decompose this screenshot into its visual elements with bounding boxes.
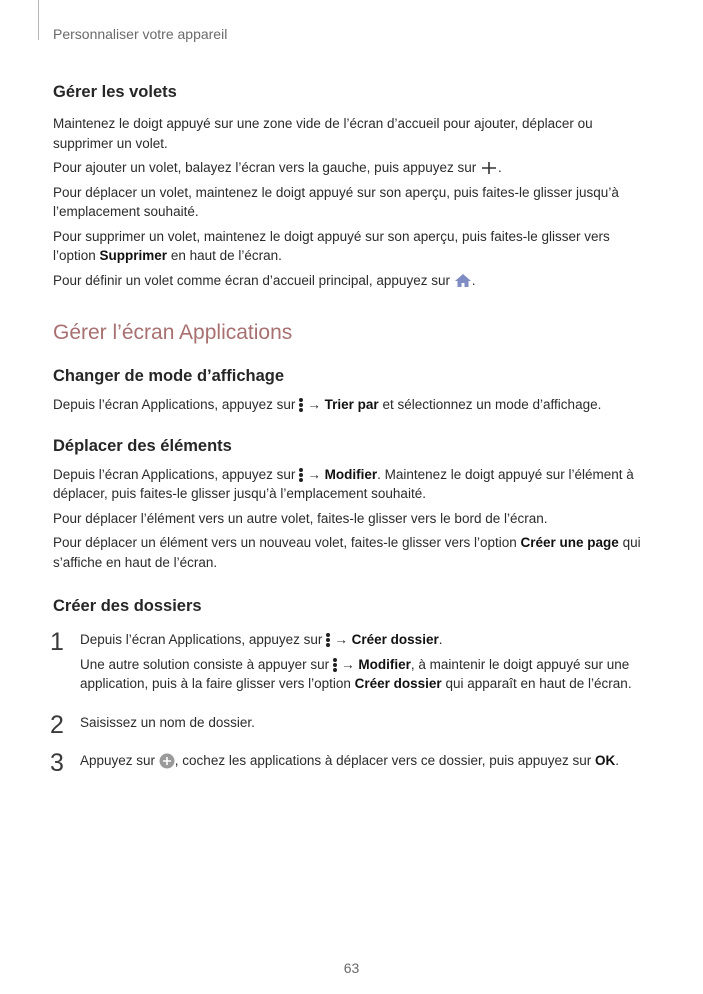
more-options-icon <box>325 632 331 648</box>
step-2 <box>50 710 653 739</box>
more-options-icon <box>332 657 338 673</box>
step-1 <box>50 628 653 694</box>
paragraph: Pour supprimer un volet, maintenez le doigt appuyé sur son aperçu, puis faites-le glisser vers l’option Supprimer en haut de l’écran. <box>53 228 610 263</box>
section-title-affichage: Changer de mode d’affichage <box>53 367 285 385</box>
step-number: 1 <box>50 628 64 656</box>
paragraph: Une autre solution consiste à appuyer sur → Modifier, à maintenir le doigt appuyé sur une application, puis à la faire glisser vers l’option Créer dossier qui apparaît en haut de l’écran. <box>80 656 632 691</box>
add-circle-icon <box>159 753 175 769</box>
home-icon <box>454 273 472 288</box>
section-title-volets: Gérer les volets <box>53 83 177 101</box>
step-number: 2 <box>50 710 64 739</box>
step-number: 3 <box>50 749 64 777</box>
page-number: 63 <box>343 960 360 976</box>
section-title-deplacer: Déplacer des éléments <box>53 436 232 455</box>
page-header: Personnaliser votre appareil <box>53 26 228 42</box>
chapter-title: Gérer l’écran Applications <box>53 321 293 344</box>
page-content <box>50 83 653 777</box>
section-title-dossiers: Créer des dossiers <box>53 597 202 615</box>
paragraph: Maintenez le doigt appuyé sur une zone vide de l’écran d’accueil pour ajouter, déplacer ou supprimer un volet. <box>53 116 593 151</box>
paragraph: Appuyez sur , cochez les applications à déplacer vers ce dossier, puis appuyez sur OK. <box>80 753 620 768</box>
more-options-icon <box>298 397 304 413</box>
paragraph: Depuis l’écran Applications, appuyez sur → Modifier. Maintenez le doigt appuyé sur l’élément à déplacer, puis faites-le glisser jusqu’à l’emplacement souhaité. <box>53 466 634 501</box>
paragraph: Pour définir un volet comme écran d’accueil principal, appuyez sur . <box>53 272 476 288</box>
paragraph: Pour déplacer un volet, maintenez le doigt appuyé sur son aperçu, puis faites-le glisser jusqu’à l’emplacement souhaité. <box>53 184 619 219</box>
plus-icon <box>480 161 498 175</box>
paragraph: Pour ajouter un volet, balayez l’écran vers la gauche, puis appuyez sur . <box>53 160 502 175</box>
paragraph: Pour déplacer l’élément vers un autre volet, faites-le glisser vers le bord de l’écran. <box>53 510 548 526</box>
paragraph: Depuis l’écran Applications, appuyez sur → Créer dossier. <box>80 632 443 647</box>
paragraph: Depuis l’écran Applications, appuyez sur → Trier par et sélectionnez un mode d’affichage. <box>53 397 602 412</box>
step-3 <box>50 749 653 777</box>
paragraph: Pour déplacer un élément vers un nouveau volet, faites-le glisser vers l’option Créer une page qui s’affiche en haut de l’écran. <box>53 535 641 570</box>
header-divider <box>38 0 39 40</box>
paragraph: Saisissez un nom de dossier. <box>80 714 255 730</box>
more-options-icon <box>298 467 304 483</box>
